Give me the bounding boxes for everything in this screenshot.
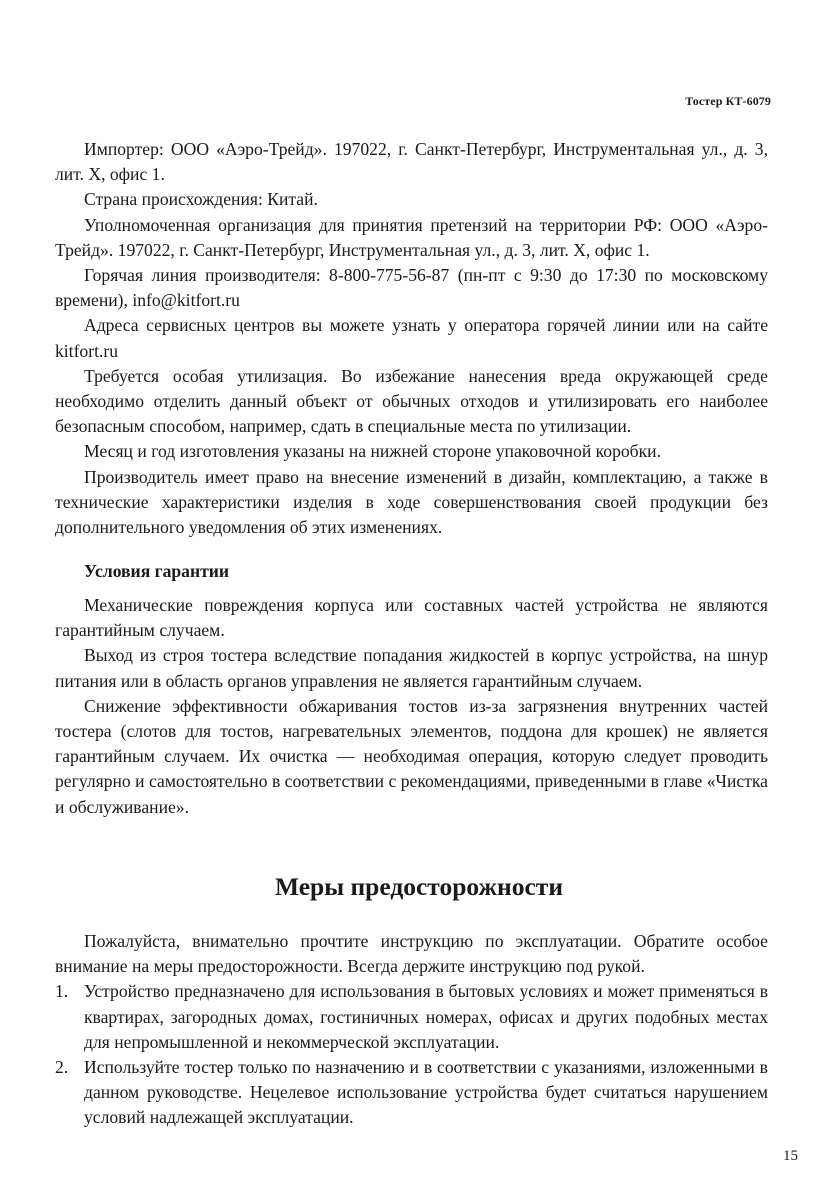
disposal-paragraph: Требуется особая утилизация. Во избежание нанесения вреда окружающей среде необходимо отделить данный объект от обычных отходов и утилизировать его наиболее безопасным способом, например, сдать в специальные места по утилизации. xyxy=(55,365,768,437)
warranty-paragraph: Механические повреждения корпуса или составных частей устройства не являются гарантийным случаем. xyxy=(55,595,768,641)
warranty-section xyxy=(55,593,768,820)
service-centers-paragraph: Адреса сервисных центров вы можете узнать у оператора горячей линии или на сайте kitfort.ru xyxy=(55,315,768,361)
list-item-text: Используйте тостер только по назначению и в соответствии с указаниями, изложенными в данном руководстве. Нецелевое использование устройства будет считаться нарушением условий надлежащей эксплуатации. xyxy=(84,1057,768,1128)
precautions-intro: Пожалуйста, внимательно прочтите инструкцию по эксплуатации. Обратите особое внимание на меры предосторожности. Всегда держите инструкцию под рукой. xyxy=(55,931,768,977)
importer-paragraph: Импортер: ООО «Аэро-Трейд». 197022, г. Санкт-Петербург, Инструментальная ул., д. 3, лит. Х, офис 1. xyxy=(55,139,768,185)
list-item-number: 2. xyxy=(55,1057,69,1078)
design-changes-paragraph: Производитель имеет право на внесение изменений в дизайн, комплектацию, а также в технические характеристики изделия в ходе совершенствования своей продукции без дополнительного уведомления об этих изменениях. xyxy=(55,466,768,538)
manufacture-date-paragraph: Месяц и год изготовления указаны на нижней стороне упаковочной коробки. xyxy=(84,441,661,462)
list-item xyxy=(55,979,768,1055)
precautions-heading: Меры предосторожности xyxy=(274,872,564,901)
warranty-title: Условия гарантии xyxy=(84,561,230,581)
list-item-text: Устройство предназначено для использования в бытовых условиях и может применяться в квартирах, загородных домах, гостиничных номерах, офисах и других подобных местах для непромышленной и некоммерческой эксплуатации. xyxy=(84,981,768,1052)
hotline-paragraph: Горячая линия производителя: 8-800-775-56-87 (пн-пт с 9:30 до 17:30 по московскому времени), info@kitfort.ru xyxy=(55,265,768,311)
precautions-list xyxy=(55,979,768,1130)
running-header: Тостер КТ-6079 xyxy=(685,94,771,108)
claims-organization-paragraph: Уполномоченная организация для принятия претензий на территории РФ: ООО «Аэро-Трейд». 197022, г. Санкт-Петербург, Инструментальная ул., д. 3, лит. Х, офис 1. xyxy=(55,214,768,260)
page-number: 15 xyxy=(783,1148,798,1164)
list-item xyxy=(55,1055,768,1131)
warranty-paragraph: Выход из строя тостера вследствие попадания жидкостей в корпус устройства, на шнур питания или в область органов управления не является гарантийным случаем. xyxy=(55,645,768,691)
warranty-paragraph: Снижение эффективности обжаривания тостов из-за загрязнения внутренних частей тостера (слотов для тостов, нагревательных элементов, поддона для крошек) не является гарантийным случаем. Их очистка — необходимая операция, которую следует проводить регулярно и самостоятельно в соответствии с рекомендациями, приведенными в главе «Чистка и обслуживание». xyxy=(55,695,768,817)
precautions-section xyxy=(55,929,768,1131)
list-item-number: 1. xyxy=(55,981,69,1002)
importer-info-section xyxy=(55,137,768,540)
country-of-origin-paragraph: Страна происхождения: Китай. xyxy=(84,189,318,210)
